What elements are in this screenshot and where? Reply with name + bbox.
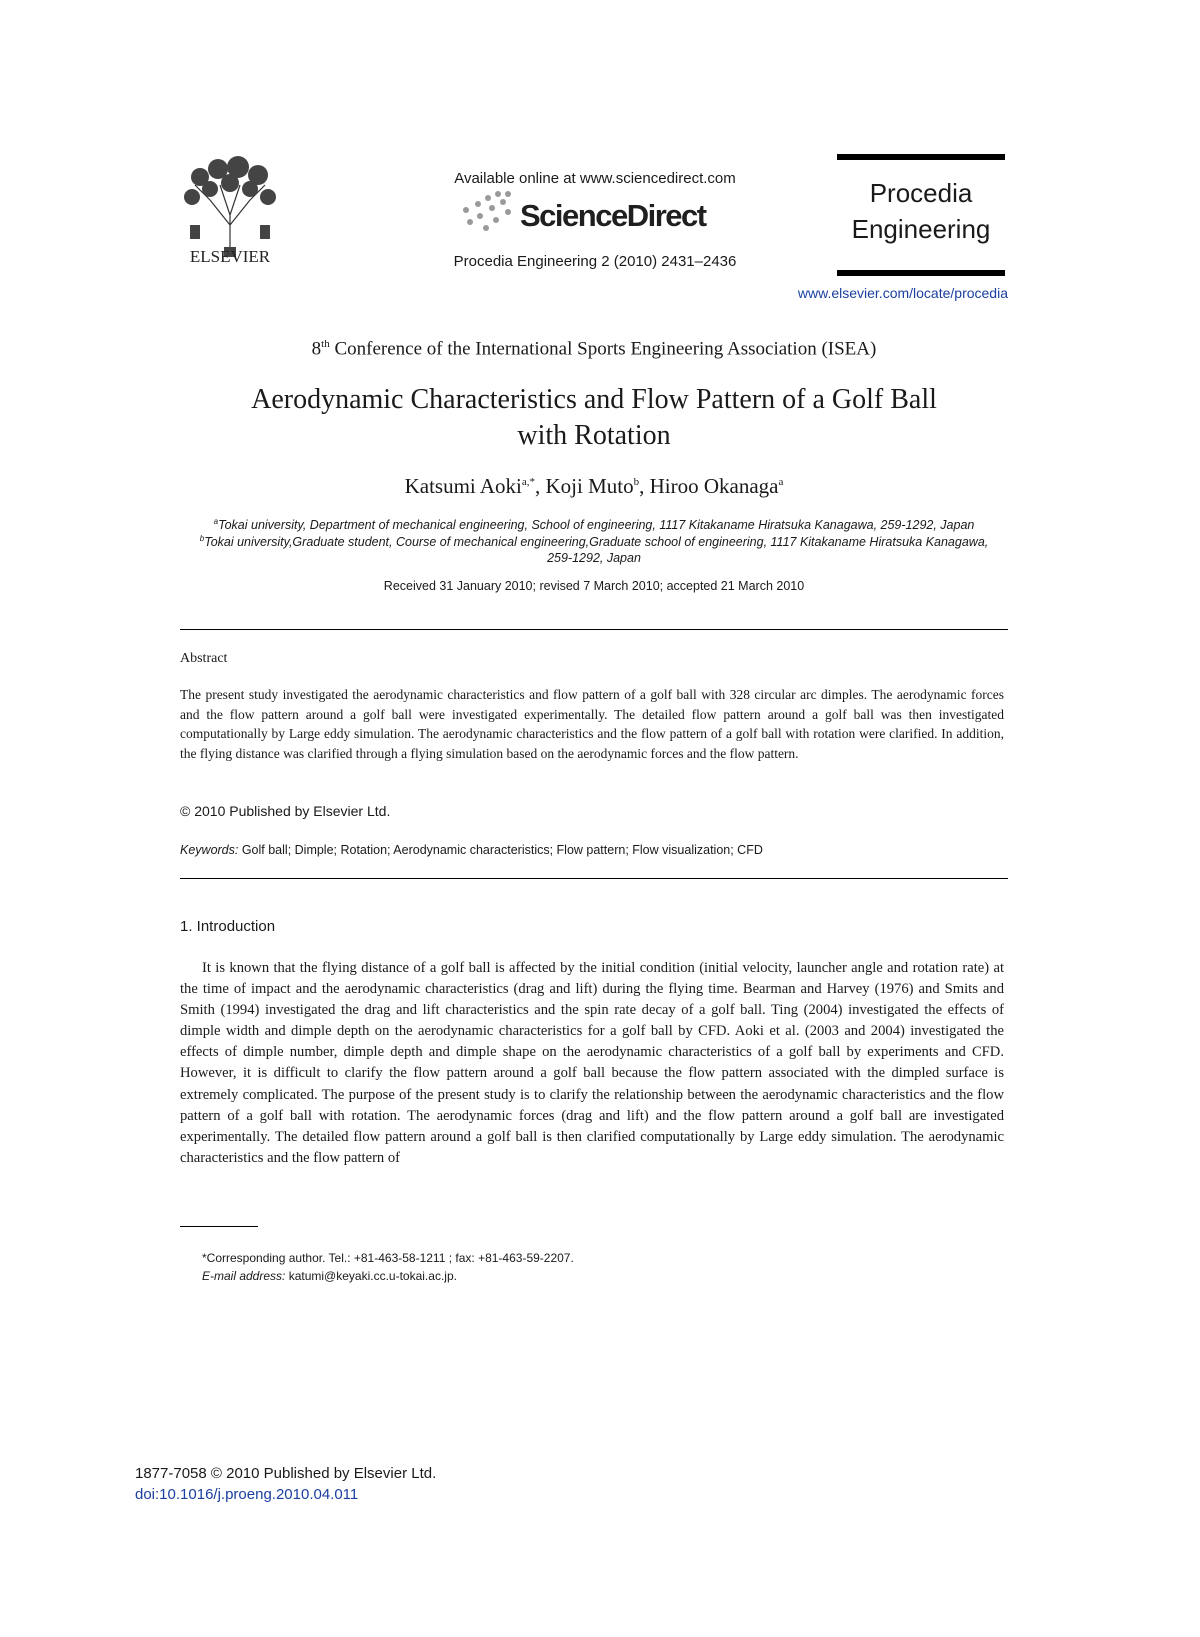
footnote-email-label: E-mail address: bbox=[202, 1269, 286, 1283]
abstract-text: The present study investigated the aerodynamic characteristics and flow pattern of a golf ball with 328 circular arc dimples. The aerodynamic forces and the flow pattern around a golf ball were investigated experimentally. The detailed flow pattern around a golf ball was then investigated computationally by Large eddy simulation. The aerodynamic characteristics and the flow pattern of a golf ball with rotation were clarified. In addition, the flying distance was clarified through a flying simulation based on the aerodynamic forces and the flow pattern. bbox=[180, 687, 1004, 761]
sciencedirect-dots-icon bbox=[458, 190, 518, 232]
journal-title-rule-bottom bbox=[837, 270, 1005, 276]
affiliation-text: Tokai university, Department of mechanical engineering, School of engineering, 1117 Kitakaname Hiratsuka Kanagawa, 259-1292, Japan bbox=[218, 518, 975, 533]
keywords bbox=[180, 843, 1008, 857]
introduction-paragraph: It is known that the flying distance of a golf ball is affected by the initial condition (initial velocity, launcher angle and rotation rate) at the time of impact and the aerodynamic characteristics (drag and lift) during the flying time. Bearman and Harvey (1976) and Smits and Smith (1994) investigated the drag and lift characteristics and the spin rate decay of a golf ball. Ting (2004) investigated the effects of dimple width and dimple depth on the aerodynamic characteristics for a golf ball by CFD. Aoki et al. (2003 and 2004) investigated the effects of dimple number, dimple depth and dimple shape on the aerodynamic characteristics of a golf ball by experiments and CFD. However, it is difficult to clarify the flow pattern around a golf ball because the flow pattern associated with the dimpled surface is extremely complicated. The purpose of the present study is to clarify the relationship between the aerodynamic characteristics and the flow pattern of a golf ball with rotation. The aerodynamic forces (drag and lift) and the flow pattern around a golf ball are investigated experimentally. The detailed flow pattern around a golf ball is then clarified computationally by Large eddy simulation. The aerodynamic characteristics and the flow pattern of bbox=[180, 960, 1004, 1166]
abstract-heading: Abstract bbox=[180, 651, 228, 666]
author-name: Hiroo Okanaga bbox=[649, 474, 779, 498]
footnote-email bbox=[202, 1269, 457, 1283]
keywords-label: Keywords: bbox=[180, 843, 239, 857]
abstract-bottom-rule bbox=[180, 878, 1008, 879]
author-name: Koji Muto bbox=[545, 474, 634, 498]
affiliation bbox=[180, 534, 1008, 549]
affiliation bbox=[180, 551, 1008, 565]
affiliation-text: 259-1292, Japan bbox=[547, 551, 641, 565]
affiliation-mark: a bbox=[213, 517, 219, 526]
paper-title-line1: Aerodynamic Characteristics and Flow Pattern of a Golf Ball bbox=[251, 384, 937, 415]
abstract-copyright: © 2010 Published by Elsevier Ltd. bbox=[180, 803, 391, 819]
abstract-top-rule bbox=[180, 629, 1008, 630]
journal-title-rule-top bbox=[837, 154, 1005, 160]
sciencedirect-wordmark: ScienceDirect bbox=[520, 198, 706, 233]
conference-ordinal: 8 bbox=[311, 338, 322, 360]
publisher-name: ELSEVIER bbox=[189, 247, 271, 266]
affiliation-mark: b bbox=[199, 534, 205, 543]
keywords-list: Golf ball; Dimple; Rotation; Aerodynamic characteristics; Flow pattern; Flow visualization; CFD bbox=[238, 843, 763, 857]
available-online-text: Available online at www.sciencedirect.com bbox=[454, 170, 736, 187]
doi-link[interactable]: doi:10.1016/j.proeng.2010.04.011 bbox=[135, 1486, 359, 1503]
journal-url-link[interactable]: www.elsevier.com/locate/procedia bbox=[797, 285, 1008, 301]
author-separator: , bbox=[535, 474, 546, 498]
author-affil-mark: a,* bbox=[521, 476, 536, 488]
author-list bbox=[180, 474, 1008, 499]
author-name: Katsumi Aoki bbox=[404, 474, 522, 498]
journal-title-line2: Engineering bbox=[851, 214, 991, 244]
author-separator: , bbox=[639, 474, 650, 498]
journal-title-line1: Procedia bbox=[869, 178, 973, 208]
paper-title-line2: with Rotation bbox=[517, 420, 671, 451]
author-affil-mark: a bbox=[778, 476, 784, 488]
conference-rest: Conference of the International Sports Engineering Association (ISEA) bbox=[329, 338, 877, 360]
footnote-email-address: katumi@keyaki.cc.u-tokai.ac.jp. bbox=[285, 1269, 457, 1283]
section-heading-introduction: 1. Introduction bbox=[180, 918, 276, 935]
conference-ordinal-suffix: th bbox=[321, 338, 330, 350]
journal-reference: Procedia Engineering 2 (2010) 2431–2436 bbox=[453, 253, 737, 270]
affiliation-text: Tokai university,Graduate student, Course of mechanical engineering,Graduate school of engineering, 1117 Kitakaname Hiratsuka Kanagawa, bbox=[204, 535, 989, 550]
author-affil-mark: b bbox=[633, 476, 640, 488]
footnote-corresponding-author: *Corresponding author. Tel.: +81-463-58-1211 ; fax: +81-463-59-2207. bbox=[202, 1251, 574, 1265]
received-dates: Received 31 January 2010; revised 7 March 2010; accepted 21 March 2010 bbox=[383, 579, 805, 593]
issn-copyright: 1877-7058 © 2010 Published by Elsevier Ltd. bbox=[135, 1465, 437, 1482]
affiliation bbox=[180, 517, 1008, 532]
footnote-rule bbox=[180, 1226, 258, 1227]
conference-name bbox=[180, 338, 1008, 360]
